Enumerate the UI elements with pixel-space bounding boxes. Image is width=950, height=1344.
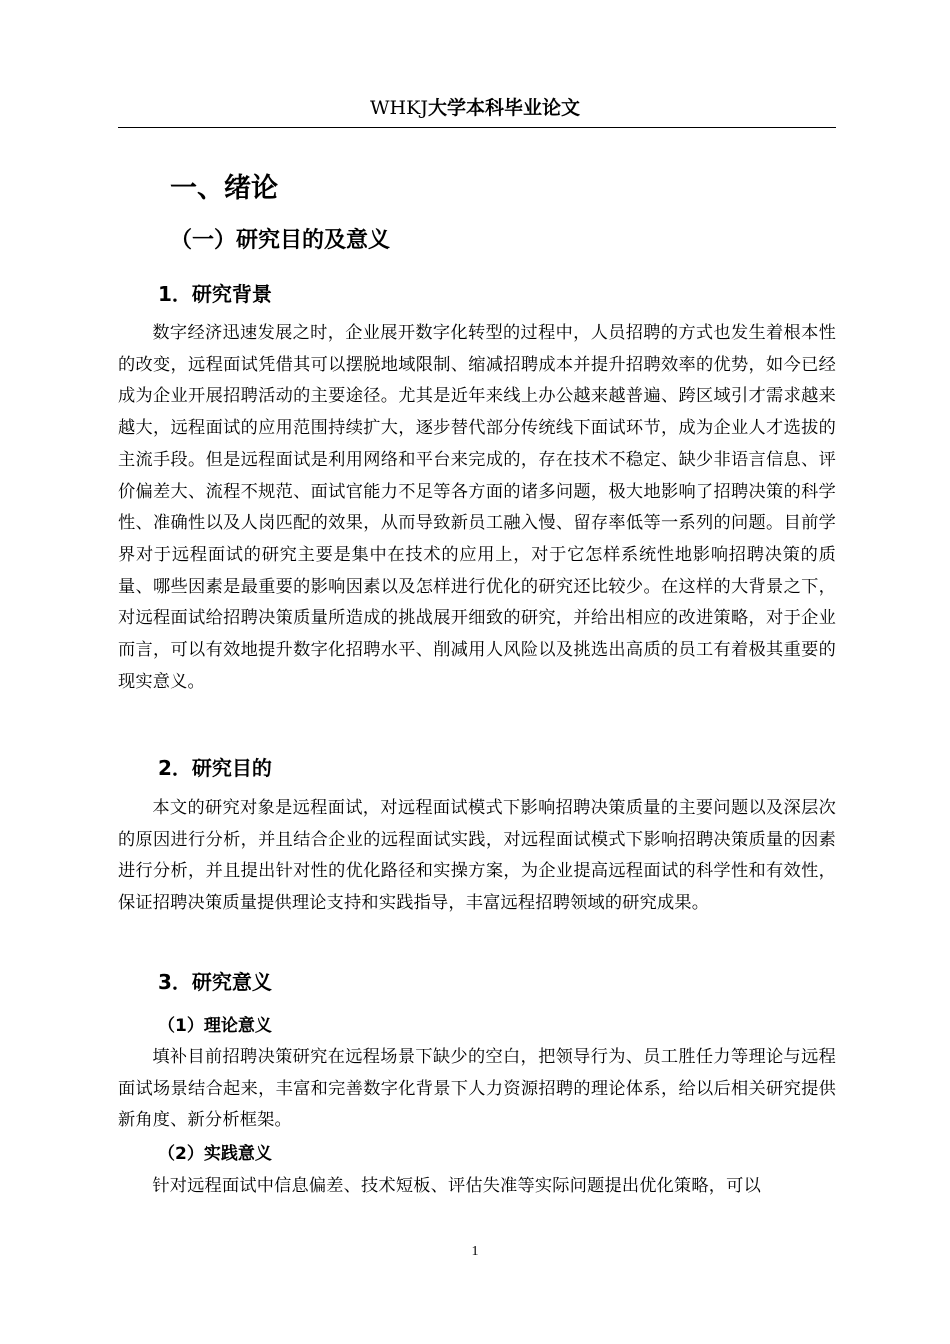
paragraph-practice: 针对远程面试中信息偏差、技术短板、评估失准等实际问题提出优化策略，可以 bbox=[152, 1176, 761, 1196]
header-rule bbox=[118, 127, 836, 128]
chapter-title: 一、绪论 bbox=[170, 173, 278, 204]
paragraph-theory: 填补目前招聘决策研究在远程场景下缺少的空白，把领导行为、员工胜任力等理论与远程面试场景结合起来，丰富和完善数字化背景下人力资源招聘的理论体系，给以后相关研究提供新角度、新分析框架。 bbox=[118, 1047, 836, 1131]
subsection-title-background: 1．研究背景 bbox=[158, 282, 272, 306]
header-cjk: 大学本科毕业论文 bbox=[427, 97, 580, 119]
paragraph-background: 数字经济迅速发展之时，企业展开数字化转型的过程中，人员招聘的方式也发生着根本性的改变，远程面试凭借其可以摆脱地域限制、缩减招聘成本并提升招聘效率的优势，如今已经成为企业开展招聘活动的主要途径。尤其是近年来线上办公越来越普遍、跨区域引才需求越来越大，远程面试的应用范围持续扩大，逐步替代部分传统线下面试环节，成为企业人才选拔的主流手段。但是远程面试是利用网络和平台来完成的，存在技术不稳定、缺少非语言信息、评价偏差大、流程不规范、面试官能力不足等各方面的诸多问题，极大地影响了招聘决策的科学性、准确性以及人岗匹配的效果，从而导致新员工融入慢、留存率低等一系列的问题。目前学界对于远程面试的研究主要是集中在技术的应用上，对于它怎样系统性地影响招聘决策的质量、哪些因素是最重要的影响因素以及怎样进行优化的研究还比较少。在这样的大背景之下，对远程面试给招聘决策质量所造成的挑战展开细致的研究，并给出相应的改进策略，对于企业而言，可以有效地提升数字化招聘水平、削减用人风险以及挑选出高质的员工有着极其重要的现实意义。 bbox=[118, 323, 836, 692]
sub-subsection-title-theory: （1）理论意义 bbox=[158, 1016, 272, 1036]
subsection-title-significance: 3．研究意义 bbox=[158, 970, 272, 994]
running-header bbox=[0, 95, 950, 121]
page-number: 1 bbox=[471, 1244, 479, 1259]
section-title: （一）研究目的及意义 bbox=[170, 228, 391, 253]
paragraph-purpose: 本文的研究对象是远程面试，对远程面试模式下影响招聘决策质量的主要问题以及深层次的原因进行分析，并且结合企业的远程面试实践，对远程面试模式下影响招聘决策质量的因素进行分析，并且提出针对性的优化路径和实操方案，为企业提高远程面试的科学性和有效性，保证招聘决策质量提供理论支持和实践指导，丰富远程招聘领域的研究成果。 bbox=[118, 798, 836, 914]
subsection-title-purpose: 2．研究目的 bbox=[158, 756, 272, 780]
header-latin: WHKJ bbox=[370, 97, 428, 119]
sub-subsection-title-practice: （2）实践意义 bbox=[158, 1144, 272, 1164]
